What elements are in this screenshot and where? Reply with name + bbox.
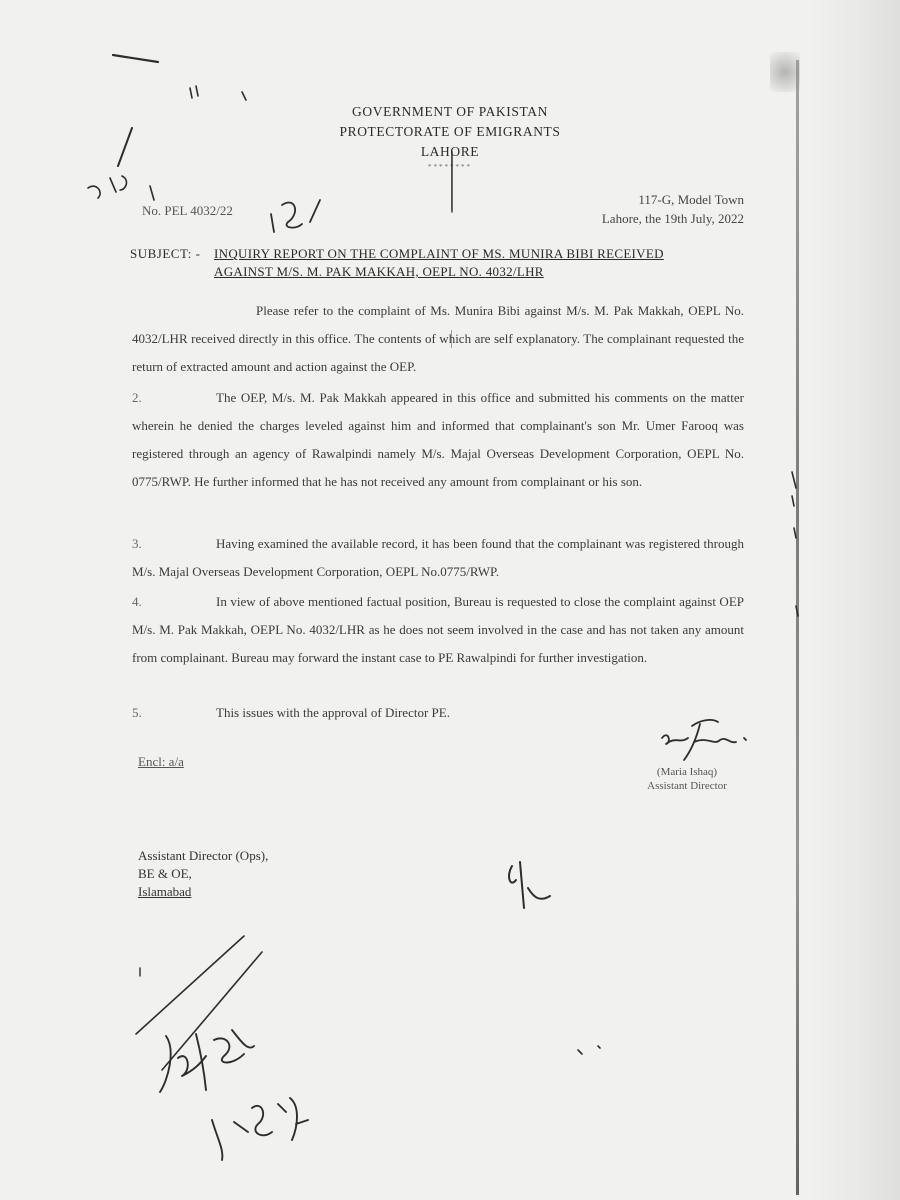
paragraph-4-text: In view of above mentioned factual position, Bureau is requested to close the complaint against OEP M/s. M. Pak Makkah, OEPL No. 4032/LHR as he does not seem involved in the case and has not taken any amount from complainant. Bureau may forward the instant case to PE Rawalpindi for further investigation. <box>132 594 744 665</box>
scan-edge-line <box>796 60 799 1195</box>
signatory-name: (Maria Ishaq) <box>656 766 718 778</box>
bottom-date-scribble <box>212 1098 308 1160</box>
left-margin-slash <box>118 128 132 166</box>
signature-block <box>612 765 762 793</box>
paragraph-4 <box>132 588 744 672</box>
subject-line-2: AGAINST M/S. M. PAK MAKKAH, OEPL NO. 4032/LHR <box>214 264 544 279</box>
addressee-block <box>138 847 268 901</box>
paragraph-5-number: 5. <box>132 705 142 720</box>
letterhead-line-protectorate: PROTECTORATE OF EMIGRANTS <box>339 124 561 139</box>
paragraph-3-number: 3. <box>132 536 142 551</box>
addressee-city: Islamabad <box>138 884 192 899</box>
paragraph-1 <box>132 297 744 381</box>
top-left-pen-stroke <box>113 55 158 62</box>
paragraph-3-text: Having examined the available record, it has been found that the complainant was registered through M/s. Majal Overseas Development Corporation, OEPL No.0775/RWP. <box>132 536 744 579</box>
left-margin-scribble <box>88 176 154 200</box>
top-left-tick-marks <box>190 86 246 100</box>
paragraph-1-text: Please refer to the complaint of Ms. Munira Bibi against M/s. M. Pak Makkah, OEPL No. 4032/LHR received directly in this office. The contents of which are self explanatory. The complainant requested the return of extracted amount and action against the OEP. <box>132 303 744 374</box>
subject-line-1: INQUIRY REPORT ON THE COMPLAINT OF MS. MUNIRA BIBI RECEIVED <box>214 246 664 261</box>
paragraph-3 <box>132 530 744 586</box>
paragraph-2-number: 2. <box>132 390 142 405</box>
paragraph-2 <box>132 384 744 496</box>
addressee-line-2: BE & OE, <box>138 866 192 881</box>
small-comma-mark <box>578 1046 600 1054</box>
inked-diary-number <box>271 200 320 232</box>
scan-shadow <box>810 0 900 1200</box>
enclosure: Encl: a/a <box>138 754 184 769</box>
sender-address <box>602 190 744 228</box>
paragraph-5 <box>132 699 744 727</box>
subject-label: SUBJECT: - <box>130 246 201 261</box>
bottom-long-slash-2 <box>162 952 262 1070</box>
address-street: 117-G, Model Town <box>638 192 744 207</box>
subject-block <box>130 245 750 281</box>
bottom-signature-scribble <box>160 1030 254 1092</box>
letterhead <box>300 102 600 172</box>
bottom-long-slash-1 <box>136 936 244 1034</box>
initials-mark <box>509 862 550 908</box>
reference-number: No. PEL 4032/22 <box>142 203 233 218</box>
addressee-line-1: Assistant Director (Ops), <box>138 848 269 863</box>
signatory-title: Assistant Director <box>647 780 727 792</box>
paragraph-5-text: This issues with the approval of Director PE. <box>216 705 450 720</box>
paragraph-2-text: The OEP, M/s. M. Pak Makkah appeared in this office and submitted his comments on the matter wherein he denied the charges leveled against him and informed that complainant's son Mr. Umer Farooq was registered through an agency of Rawalpindi namely M/s. Majal Overseas Development Corporation, OEPL No. 0775/RWP. He further informed that he has not received any amount from complainant or his son. <box>132 390 744 489</box>
letterhead-ornament: ******** <box>428 163 472 171</box>
paragraph-4-number: 4. <box>132 594 142 609</box>
letterhead-line-city: LAHORE <box>420 144 480 159</box>
letter-date: Lahore, the 19th July, 2022 <box>601 211 744 226</box>
letterhead-line-government: GOVERNMENT OF PAKISTAN <box>352 104 548 119</box>
